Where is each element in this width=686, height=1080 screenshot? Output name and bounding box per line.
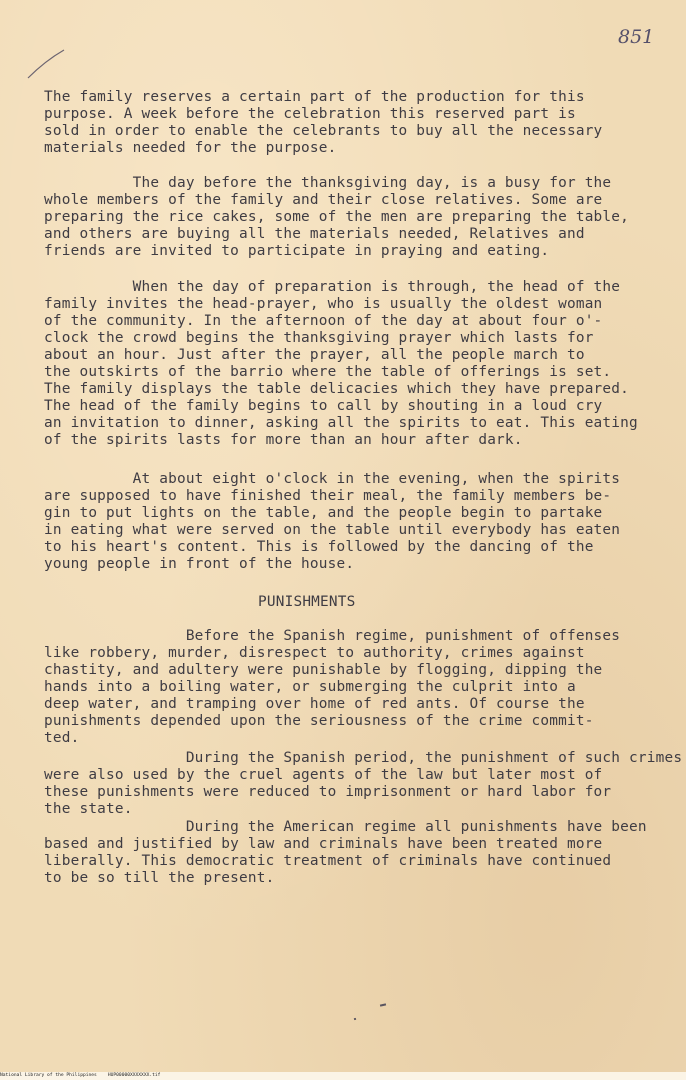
page-number: 851 bbox=[618, 26, 655, 48]
section-paragraph-2: During the Spanish period, the punishment of such crimes were also used by the cruel agents of the law but later most of these punishments were reduced to imprisonment or hard labor for the state. bbox=[44, 750, 683, 817]
section-paragraph-3: During the American regime all punishments have been based and justified by law and criminals have been treated more liberally. This democratic treatment of criminals have continued to be so till the present. bbox=[44, 819, 647, 886]
section-heading: PUNISHMENTS bbox=[258, 594, 356, 610]
section-paragraph-1: Before the Spanish regime, punishment of offenses like robbery, murder, disrespect to authority, crimes against chastity, and adultery were punishable by flogging, dipping the hands into a boiling water, or submerging the culprit into a deep water, and tramping over home of red ants. Of course the punishments depended upon the seriousness of the crime commit- ted. bbox=[44, 628, 621, 746]
pencil-slash-mark bbox=[26, 48, 66, 82]
footer-caption: National Library of the Philippines HUP00000XXXXXXX.tif bbox=[0, 1073, 161, 1078]
paragraph-1: The family reserves a certain part of the production for this purpose. A week before the celebration this reserved part is sold in order to enable the celebrants to buy all the necessary materials needed for the purpose. bbox=[44, 89, 603, 156]
ink-dot bbox=[354, 1018, 356, 1020]
paragraph-2: The day before the thanksgiving day, is a busy for the whole members of the family and their close relatives. Some are preparing the rice cakes, some of the men are preparing the table, and others are buying all the materials needed, Relatives and friends are invited to participate in praying and eating. bbox=[44, 175, 630, 259]
paragraph-4: At about eight o'clock in the evening, when the spirits are supposed to have finished their meal, the family members be- gin to put lights on the table, and the people begin to partake in eating what were served on the table until everybody has eaten to his heart's content. This is followed by the dancing of the young people in front of the house. bbox=[44, 471, 621, 572]
paragraph-3: When the day of preparation is through, the head of the family invites the head-prayer, who is usually the oldest woman of the community. In the afternoon of the day at about four o'- clock the crowd begins the thanksgiving prayer which lasts for about an hour. Just after the prayer, all the people march to the outskirts of the barrio where the table of offerings is set. The family displays the table delicacies which they have prepared. The head of the family begins to call by shouting in a loud cry an invitation to dinner, asking all the spirits to eat. This eating of the spirits lasts for more than an hour after dark. bbox=[44, 279, 638, 448]
